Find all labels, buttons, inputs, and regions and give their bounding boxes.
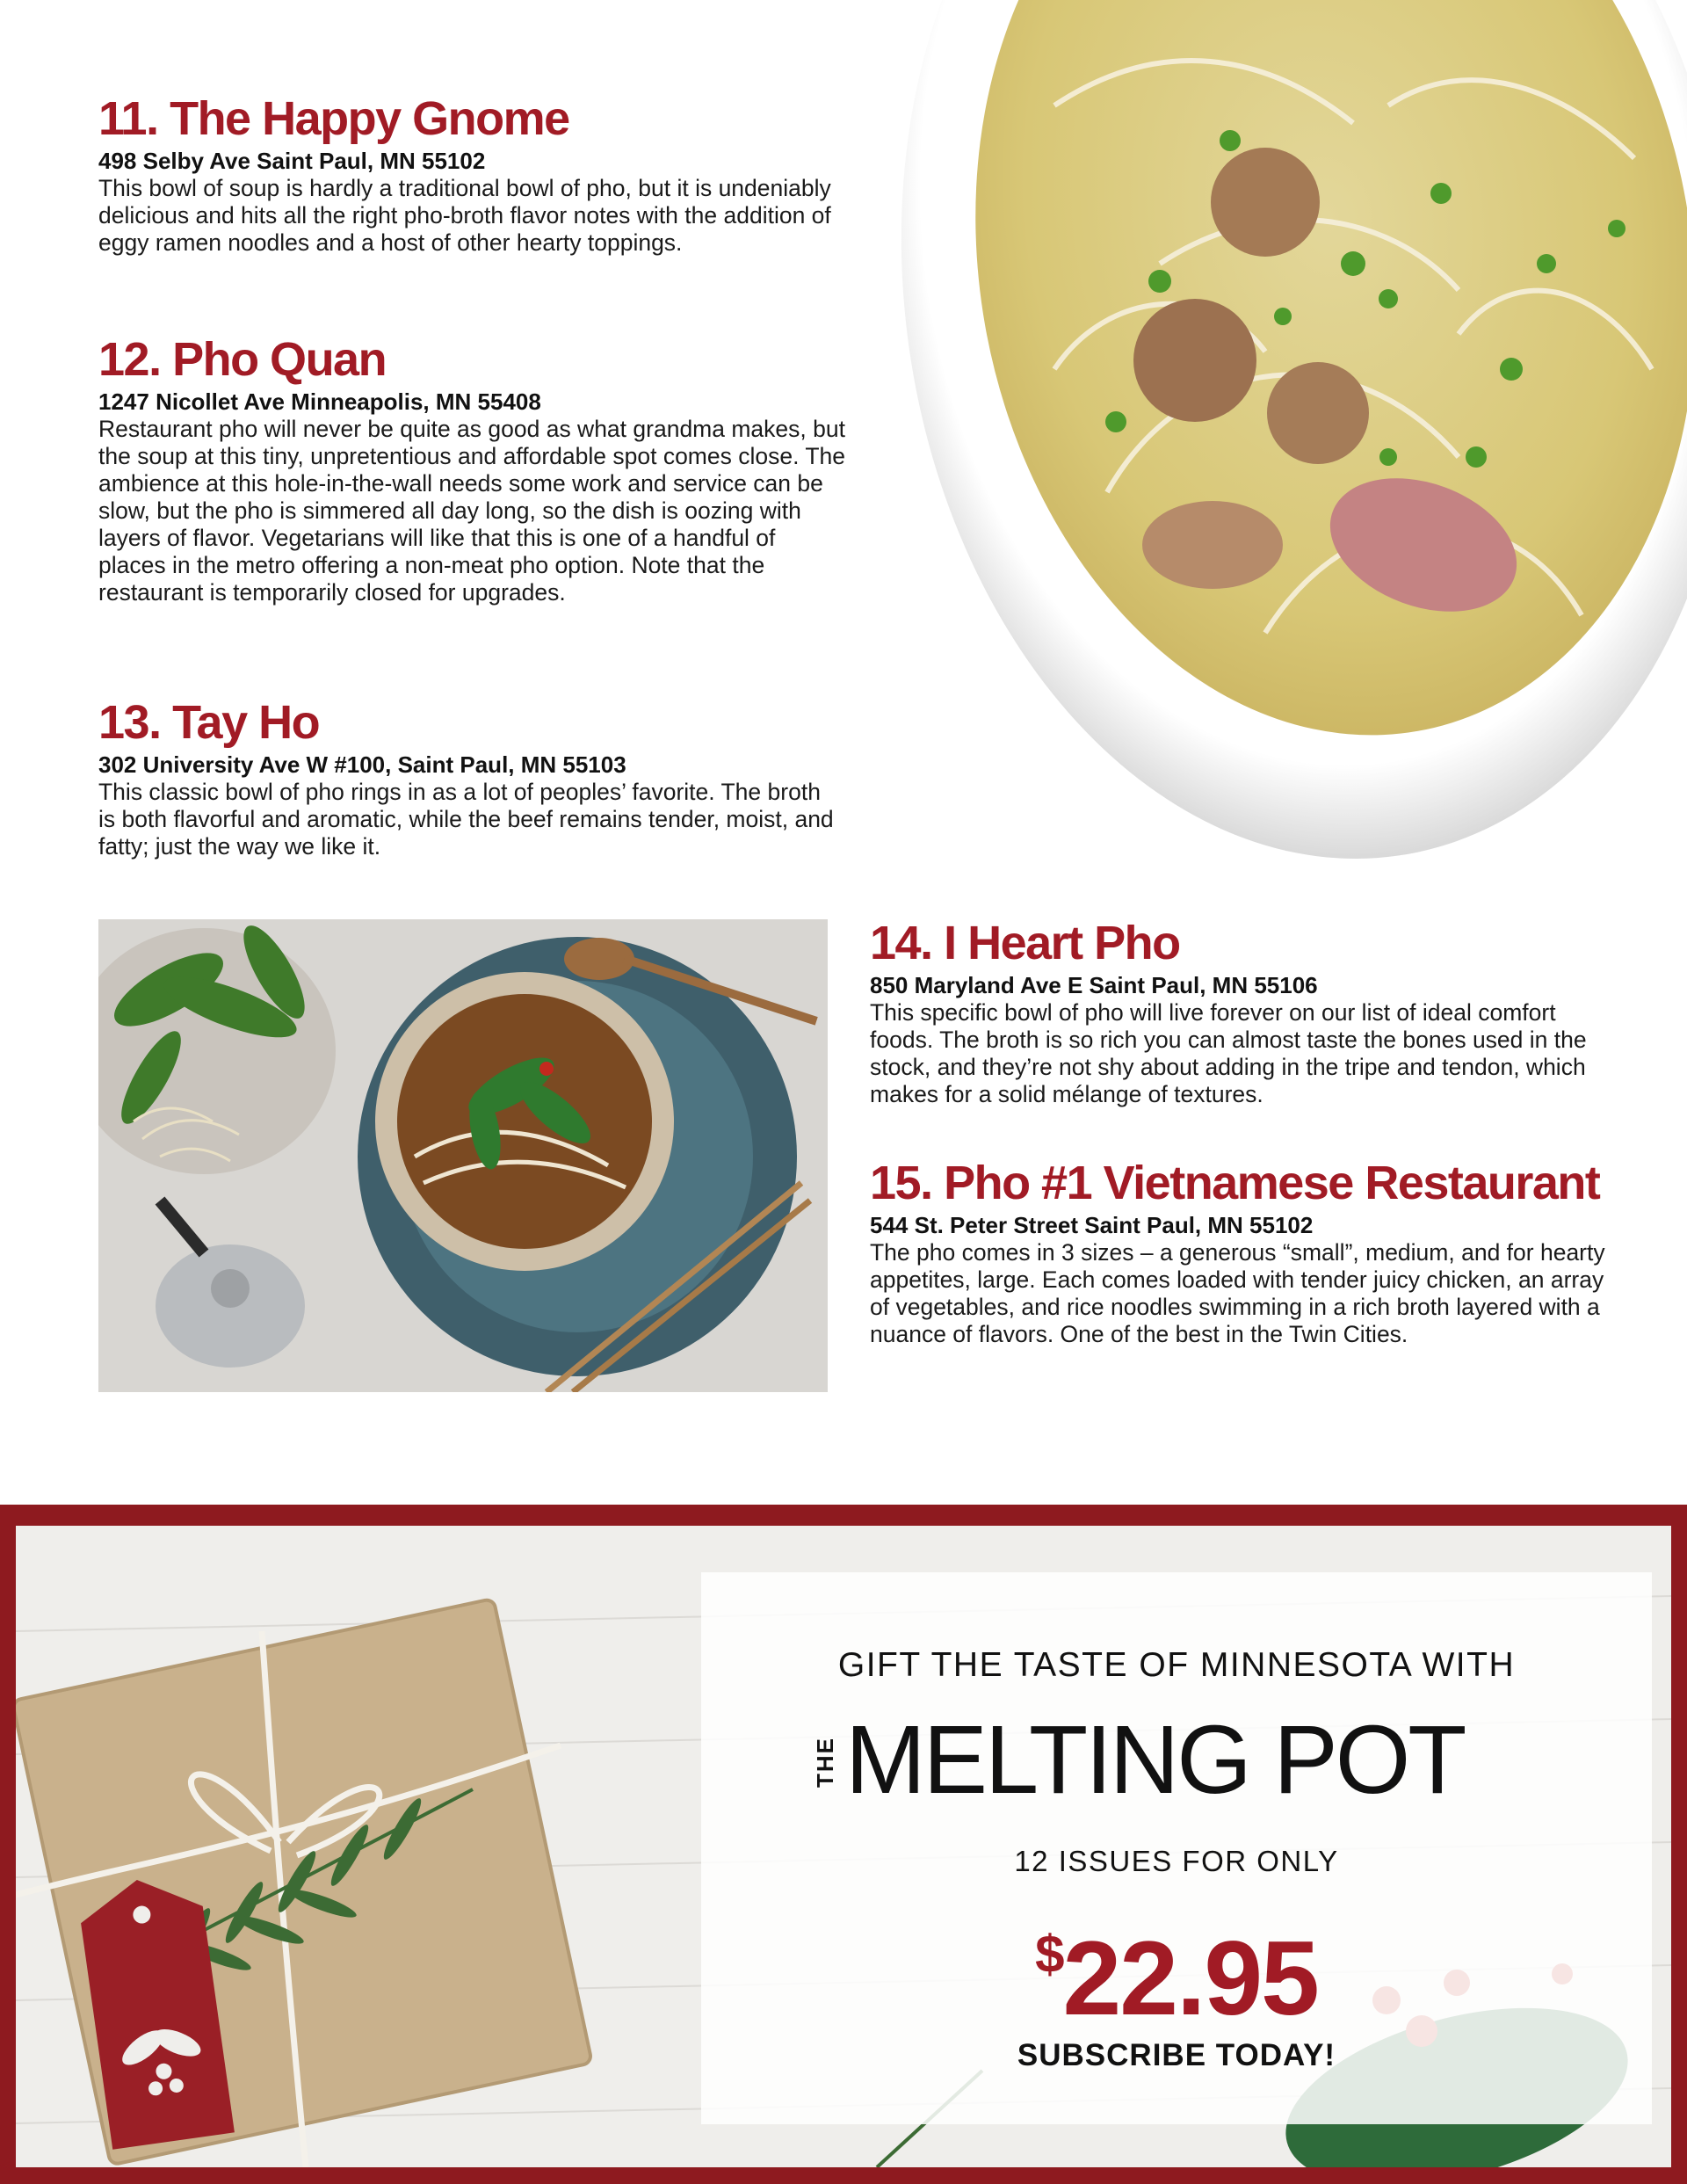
restaurant-title: 12. Pho Quan: [98, 333, 387, 386]
restaurant-address: 1247 Nicollet Ave Minneapolis, MN 55408: [98, 388, 541, 415]
restaurant-address: 850 Maryland Ave E Saint Paul, MN 55106: [870, 972, 1318, 998]
restaurant-title: 15. Pho #1 Vietnamese Restaurant: [870, 1157, 1600, 1209]
restaurant-entry-13: [98, 697, 836, 860]
gift-headline: GIFT THE TASTE OF MINNESOTA WITH: [837, 1646, 1516, 1684]
restaurant-entry-14: [870, 918, 1608, 1108]
restaurant-description: Restaurant pho will never be quite as good as what grandma makes, but the soup at this tiny, unpretentious and affordable spot comes close. The ambience at this hole-in-the-wall needs some work and service can be slow, but the pho is simmered all day long, so the dish is oozing with layers of flavor. Vegetarians will like that this is one of a handful of places in the metro offering a non-meat pho option. Note that the restaurant is temporarily closed for upgrades.: [98, 416, 846, 606]
logo-the: THE: [812, 1737, 838, 1788]
restaurant-title: 13. Tay Ho: [98, 696, 320, 749]
price: [701, 1897, 1652, 2035]
restaurant-title: 11. The Happy Gnome: [98, 92, 569, 145]
subscribe-cta[interactable]: SUBSCRIBE TODAY!: [1017, 2038, 1336, 2072]
pho-bowl-photo: [896, 0, 1687, 870]
restaurant-description: The pho comes in 3 sizes – a generous “small”, medium, and for hearty appetites, large. Each comes loaded with tender juicy chicken, an array of vegetables, and rice noodles swimming in a rich broth layered with a nuance of flavors. One of the best in the Twin Cities.: [870, 1239, 1605, 1347]
pho-table-photo: [98, 919, 828, 1392]
logo-name: MELTING POT: [845, 1706, 1465, 1814]
price-amount: 22.95: [1062, 1919, 1318, 2037]
restaurant-address: 302 University Ave W #100, Saint Paul, MN 55103: [98, 751, 626, 778]
restaurant-address: 544 St. Peter Street Saint Paul, MN 55102: [870, 1212, 1314, 1238]
issues-line: 12 ISSUES FOR ONLY: [1014, 1845, 1339, 1877]
restaurant-title: 14. I Heart Pho: [870, 917, 1180, 969]
restaurant-description: This classic bowl of pho rings in as a lot of peoples’ favorite. The broth is both flavorful and aromatic, while the beef remains tender, moist, and fatty; just the way we like it.: [98, 779, 834, 860]
restaurant-entry-11: [98, 93, 854, 257]
price-currency: $: [1035, 1925, 1063, 1984]
restaurant-address: 498 Selby Ave Saint Paul, MN 55102: [98, 148, 486, 174]
magazine-logo: [812, 1706, 1541, 1814]
subscription-card[interactable]: [701, 1572, 1652, 2124]
restaurant-description: This bowl of soup is hardly a traditional bowl of pho, but it is undeniably delicious and hits all the right pho-broth flavor notes with the addition of eggy ramen noodles and a host of other hearty toppings.: [98, 175, 831, 256]
restaurant-entry-12: [98, 334, 845, 606]
restaurant-entry-15: [870, 1157, 1608, 1348]
restaurant-description: This specific bowl of pho will live forever on our list of ideal comfort foods. The broth is so rich you can almost taste the bones used in the stock, and they’re not shy about adding in the tripe and tendon, which makes for a solid mélange of textures.: [870, 999, 1587, 1107]
